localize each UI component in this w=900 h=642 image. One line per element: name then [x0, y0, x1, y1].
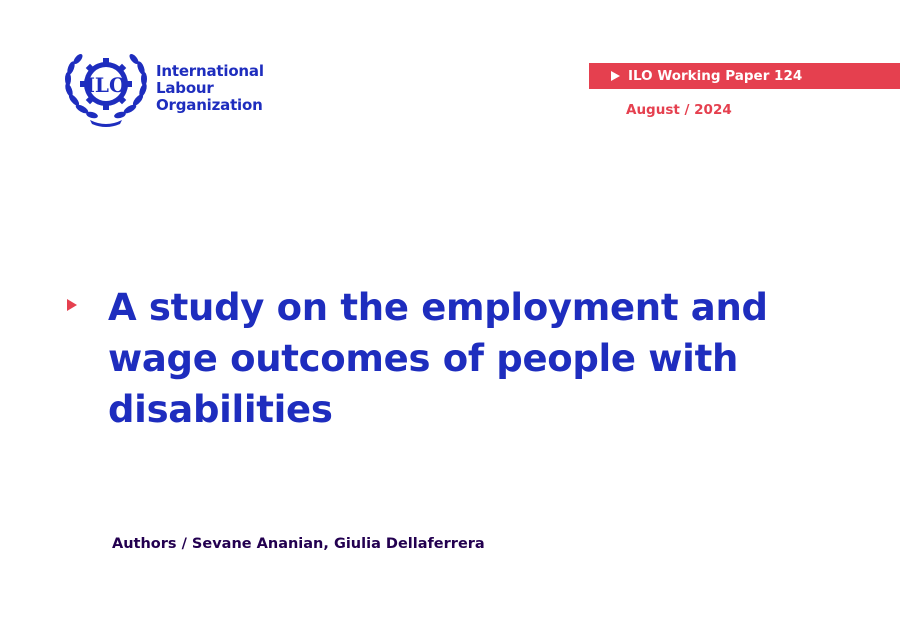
paper-title	[108, 282, 768, 435]
logo-line-organization: Organization	[156, 95, 263, 114]
ilo-wordmark	[156, 63, 264, 114]
play-triangle-icon	[609, 71, 623, 81]
ilo-emblem-icon	[60, 48, 152, 128]
title-line-2: wage outcomes of people with	[108, 337, 738, 380]
logo-line-international: International	[156, 61, 264, 80]
title-line-1: A study on the employment and	[108, 286, 768, 329]
ilo-logo	[60, 48, 264, 128]
red-triangle-icon	[66, 298, 78, 312]
series-label: ILO Working Paper 124	[628, 68, 803, 84]
series-banner	[589, 63, 900, 89]
authors-line: Authors / Sevane Ananian, Giulia Dellaferrera	[112, 536, 485, 552]
title-line-3: disabilities	[108, 388, 333, 431]
svg-text:ILO: ILO	[85, 73, 127, 97]
logo-line-labour: Labour	[156, 78, 214, 97]
publication-date: August / 2024	[626, 102, 732, 118]
